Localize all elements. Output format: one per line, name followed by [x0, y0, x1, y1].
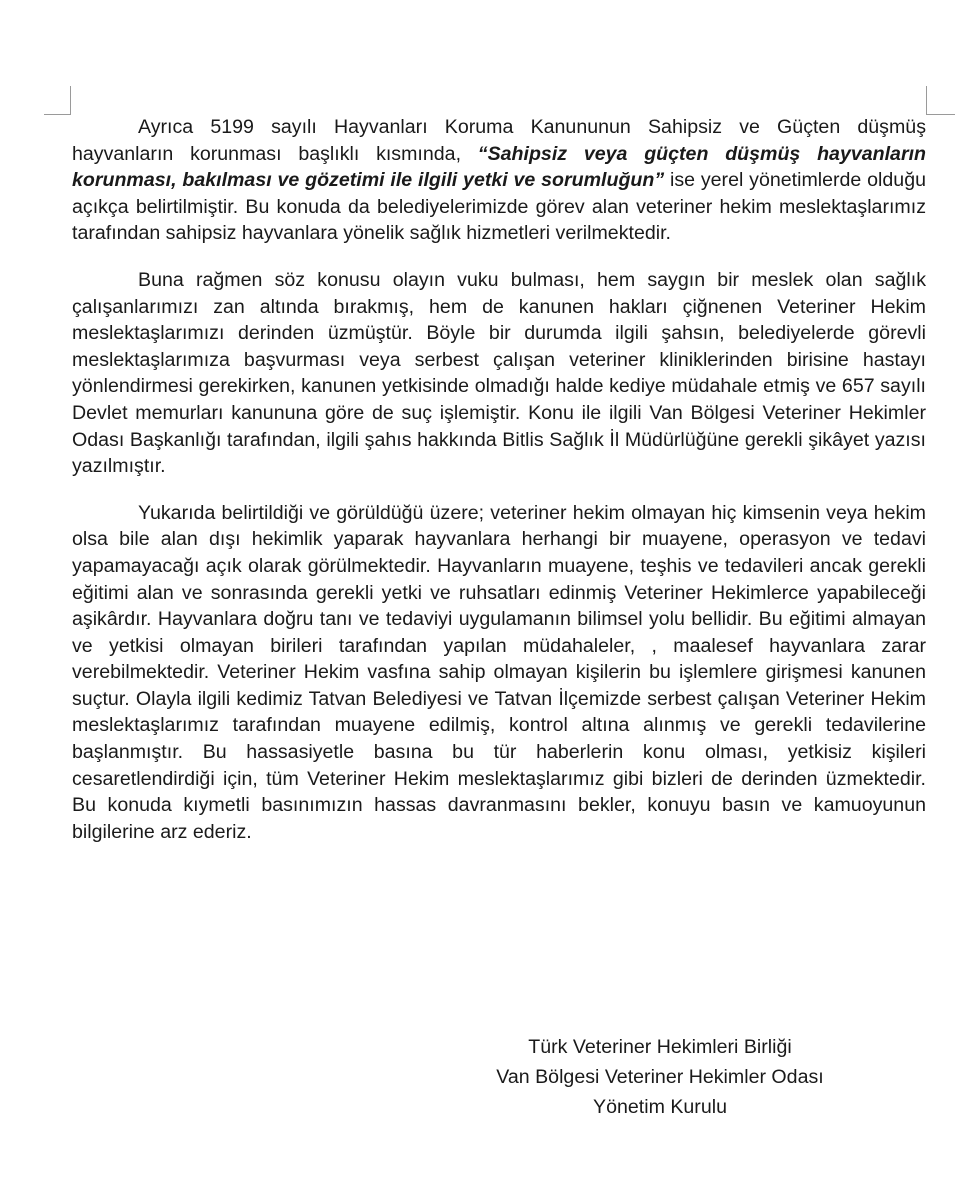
paragraph-1-text-start: Ayrıca 5199 sayılı Hayvanları Koruma Kanununun Sahipsiz ve Güçten düşmüş hayvanların korunması başlıklı kısmında,: [72, 116, 926, 165]
signature-block: [470, 1032, 850, 1122]
margin-corner-mark-top-right: [926, 86, 955, 115]
document-body: [72, 114, 926, 865]
paragraph-1-text-end: ise yerel yönetimlerde olduğu açıkça belirtilmiştir. Bu konuda da belediyelerimizde görev alan veteriner hekim meslektaşlarımız tarafından sahipsiz hayvanlara yönelik sağlık hizmetleri verilmektedir.: [72, 169, 926, 245]
signature-board: Yönetim Kurulu: [593, 1096, 727, 1118]
paragraph-3: Yukarıda belirtildiği ve görüldüğü üzere; veteriner hekim olmayan hiç kimsenin veya hekim olsa bile alan dışı hekimlik yaparak hayvanlara herhangi bir muayene, operasyon ve tedavi yapamayacağı açık olarak görülmektedir. Hayvanların muayene, teşhis ve tedavileri ancak gerekli eğitimi alan ve sonrasında gerekli yetki ve ruhsatları edinmiş Veteriner Hekimlerce yapabileceği aşikârdır. Hayvanlara doğru tanı ve tedaviyi uygulamanın bilimsel yolu bellidir. Bu eğitimi almayan ve yetkisi olmayan birileri tarafından yapılan müdahaleler, , maalesef hayvanlara zarar verebilmektedir. Veteriner Hekim vasfına sahip olmayan kişilerin bu işlemlere girişmesi kanunen suçtur. Olayla ilgili kedimiz Tatvan Belediyesi ve Tatvan İlçemizde serbest çalışan Veteriner Hekim meslektaşlarımız tarafından muayene edilmiş, kontrol altına alınmış ve gerekli tedavilerine başlanmıştır. Bu hassasiyetle basına bu tür haberlerin konu olması, yetkisiz kişileri cesaretlendirdiği için, tüm Veteriner Hekim meslektaşlarımız gibi bizleri de derinden üzmektedir. Bu konuda kıymetli basınımızın hassas davranmasını bekler, konuyu basın ve kamuoyunun bilgilerine arz ederiz.: [72, 501, 926, 843]
signature-organization: Türk Veteriner Hekimleri Birliği: [528, 1036, 792, 1058]
margin-corner-mark-top-left: [44, 86, 71, 115]
paragraph-1: [72, 114, 926, 247]
signature-chamber: Van Bölgesi Veteriner Hekimler Odası: [496, 1066, 824, 1088]
paragraph-2: Buna rağmen söz konusu olayın vuku bulması, hem saygın bir meslek olan sağlık çalışanlarımızı zan altında bırakmış, hem de kanunen hakları çiğnenen Veteriner Hekim meslektaşlarımızı derinden üzmüştür. Böyle bir durumda ilgili şahsın, belediyelerde görevli meslektaşlarımıza başvurması veya serbest çalışan veteriner kliniklerinden birisine hastayı yönlendirmesi gerekirken, kanunen yetkisinde olmadığı halde kediye müdahale etmiş ve 657 sayılı Devlet memurları kanununa göre de suç işlemiştir. Konu ile ilgili Van Bölgesi Veteriner Hekimler Odası Başkanlığı tarafından, ilgili şahıs hakkında Bitlis Sağlık İl Müdürlüğüne gerekli şikâyet yazısı yazılmıştır.: [72, 268, 926, 478]
paragraph-1-quoted-emphasis: “Sahipsiz veya güçten düşmüş hayvanların korunması, bakılması ve gözetimi ile ilgili yetki ve sorumluğun”: [72, 142, 926, 192]
